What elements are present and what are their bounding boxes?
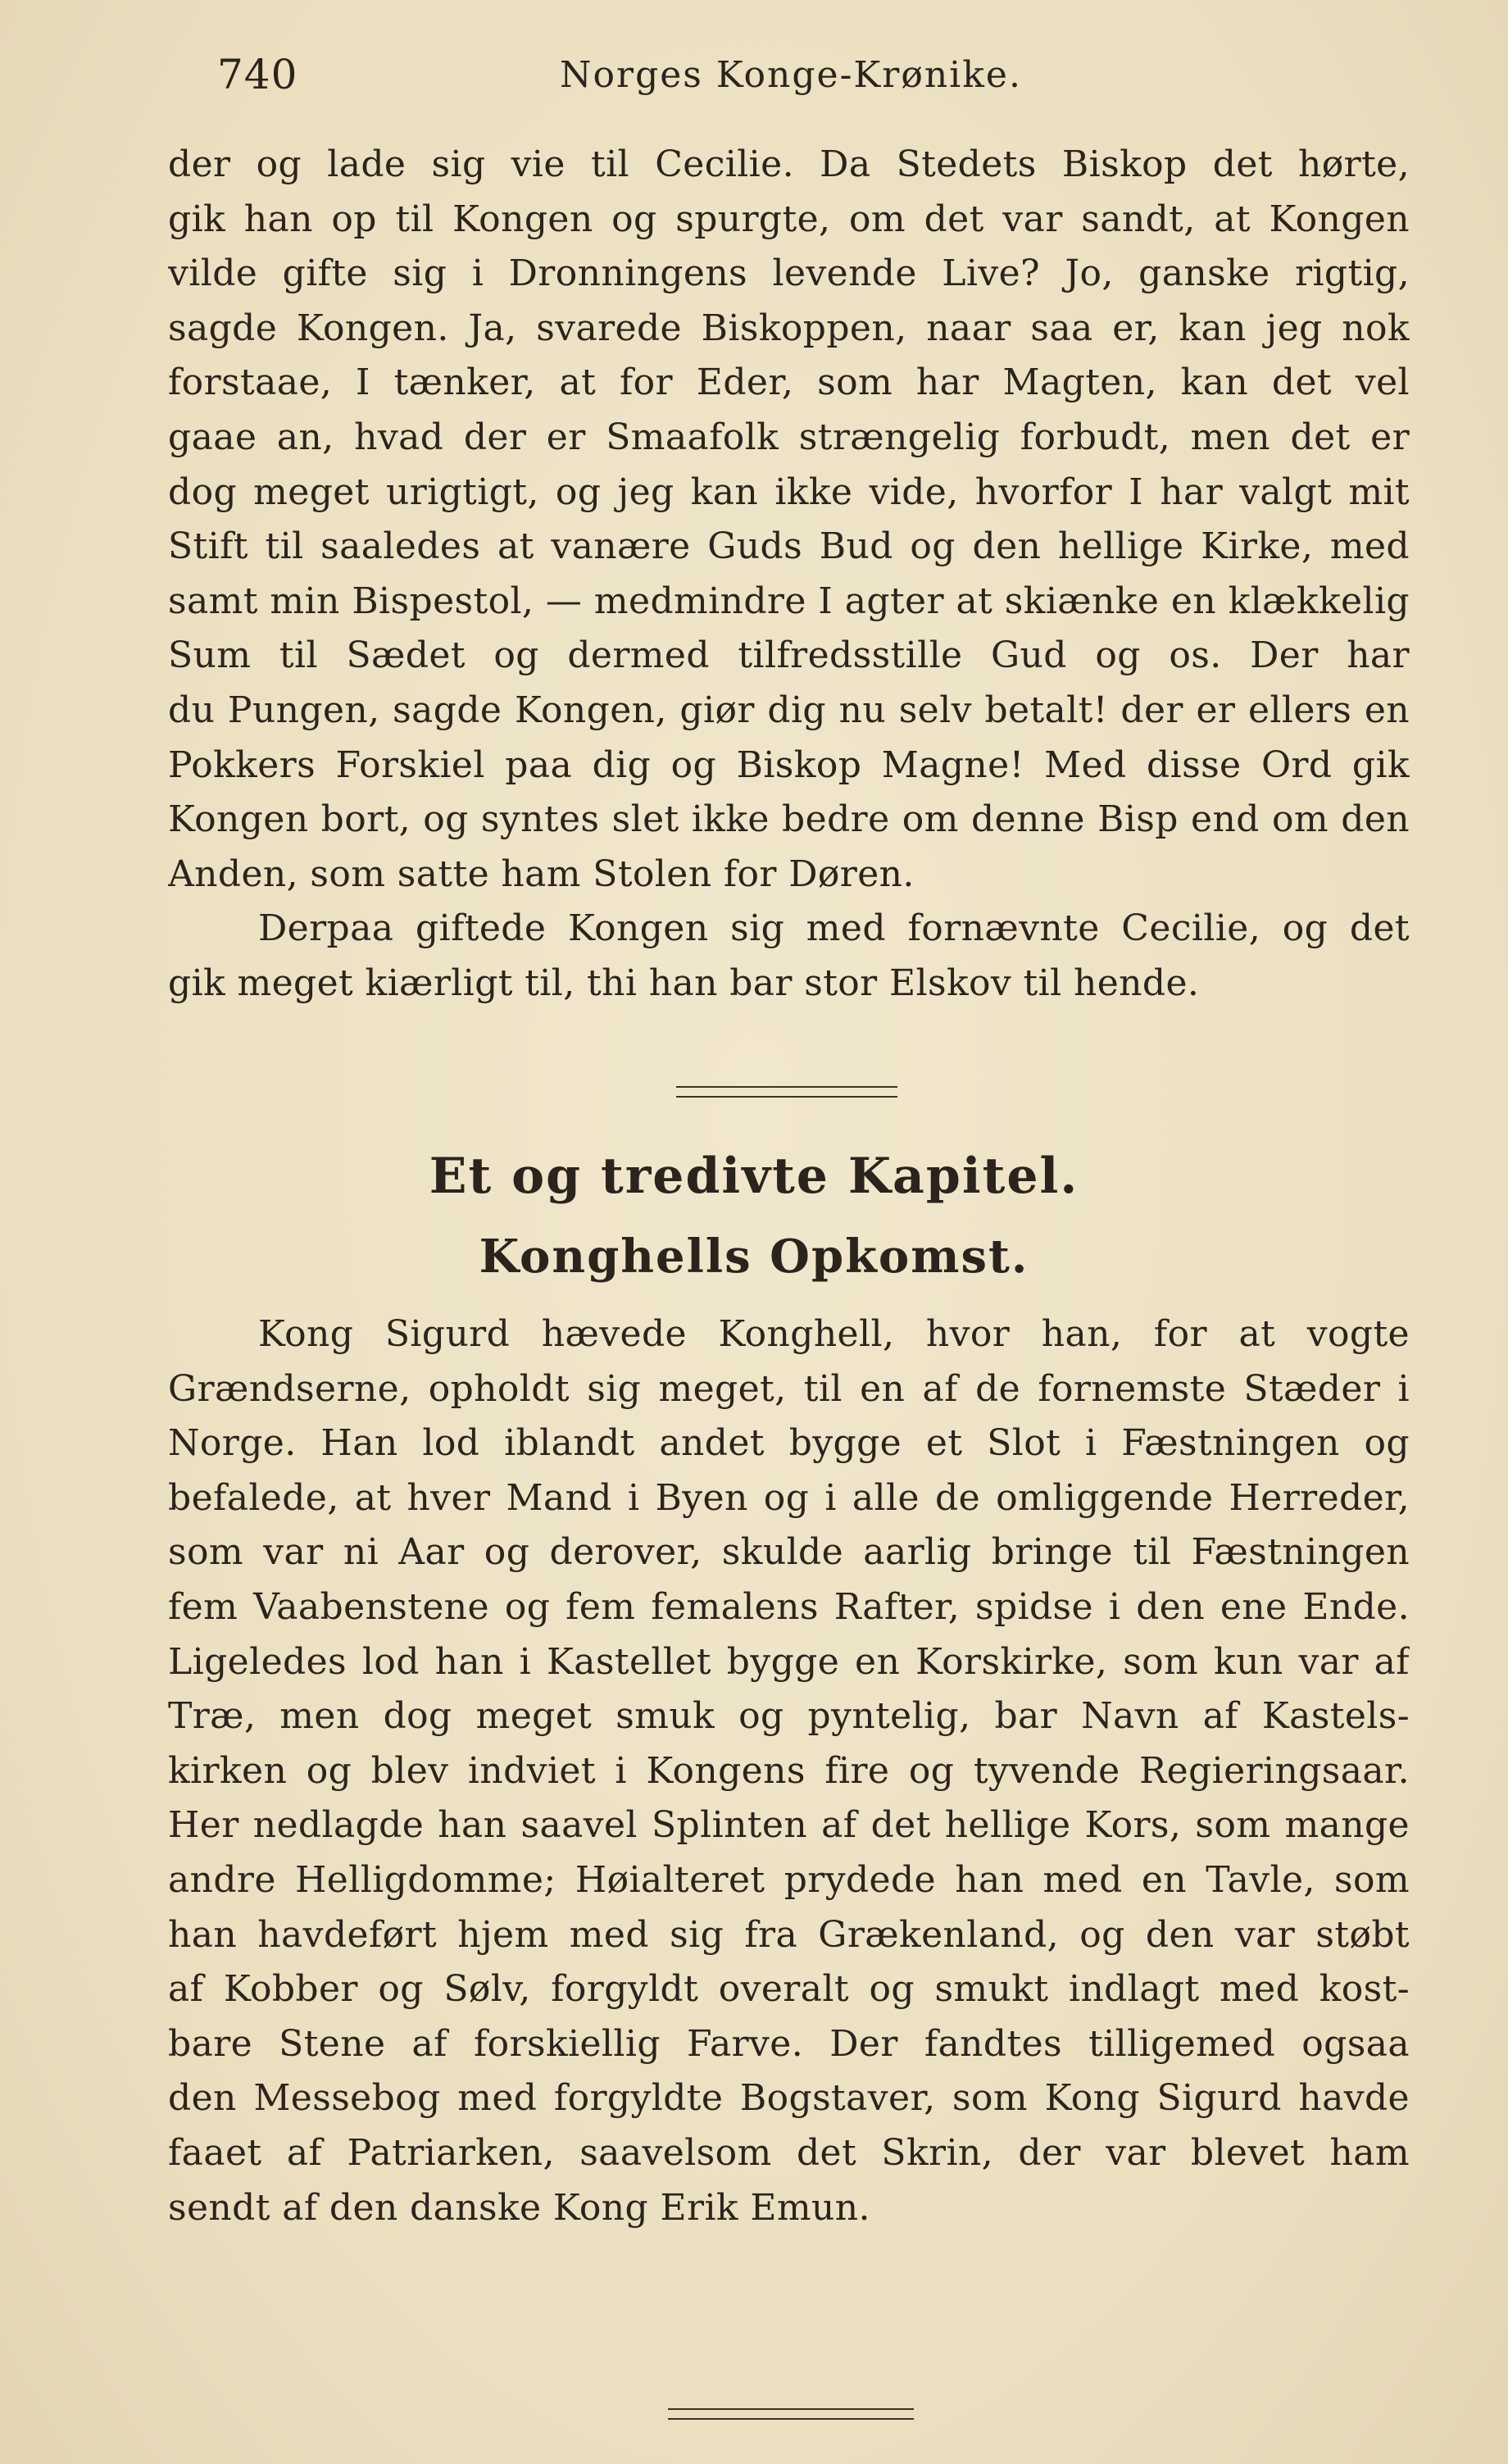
page-number: 740 [217,51,298,98]
text-block-1 [168,138,1410,1012]
text-line: andre Helligdomme; Høialteret prydede han med en Tavle, som [168,1858,1410,1901]
text-line: Stift til saaledes at vanære Guds Bud og den hellige Kirke, med [168,525,1410,568]
chapter-title: Et og tredivte Kapitel. [429,1148,1079,1205]
text-line: befalede, at hver Mand i Byen og i alle de omliggende Herreder, [168,1476,1410,1519]
text-line: Norge. Han lod iblandt andet bygge et Slot i Fæstningen og [168,1422,1410,1465]
text-line: gaae an, hvad der er Smaafolk strængelig forbudt, men det er [168,416,1410,458]
text-line: han havdeført hjem med sig fra Grækenland, og den var støbt [168,1913,1410,1956]
text-line: samt min Bispestol, — medmindre I agter at skiænke en klækkelig [168,580,1410,622]
text-line: kirken og blev indviet i Kongens fire og tyvende Regieringsaar. [168,1749,1410,1792]
page-header [168,51,1414,108]
text-line: gik han op til Kongen og spurgte, om det var sandt, at Kongen [168,198,1410,240]
text-line: fem Vaabenstene og fem femalens Rafter, spidse i den ene Ende. [168,1585,1410,1628]
section-divider [676,1086,897,1098]
text-line: Her nedlagde han saavel Splinten af det hellige Kors, som mange [168,1804,1410,1847]
chapter-subtitle: Konghells Opkomst. [479,1230,1029,1284]
text-line: du Pungen, sagde Kongen, giør dig nu selv betalt! der er ellers en [168,689,1410,731]
text-line: Derpaa giftede Kongen sig med fornævnte Cecilie, og det [258,907,1410,950]
text-line: dog meget urigtigt, og jeg kan ikke vide, hvorfor I har valgt mit [168,471,1410,513]
running-head: Norges Konge-Krønike. [560,54,1022,96]
text-line: Ligeledes lod han i Kastellet bygge en Korskirke, som kun var af [168,1640,1410,1683]
text-line: sagde Kongen. Ja, svarede Biskoppen, naar saa er, kan jeg nok [168,307,1410,349]
text-line: af Kobber og Sølv, forgyldt overalt og smukt indlagt med kost- [168,1968,1410,2011]
text-line: gik meget kiærligt til, thi han bar stor Elskov til hende. [168,962,1200,1004]
text-line: som var ni Aar og derover, skulde aarlig bringe til Fæstningen [168,1531,1410,1574]
text-line: forstaae, I tænker, at for Eder, som har Magten, kan det vel [168,361,1410,404]
text-line: Pokkers Forskiel paa dig og Biskop Magne! Med disse Ord gik [168,743,1410,786]
end-divider [668,2408,914,2420]
text-line: Træ, men dog meget smuk og pyntelig, bar Navn af Kastels- [168,1695,1410,1738]
text-line: Kong Sigurd hævede Konghell, hvor han, for at vogte [258,1313,1410,1355]
text-line: vilde gifte sig i Dronningens levende Live? Jo, ganske rigtig, [168,252,1410,295]
text-line: bare Stene af forskiellig Farve. Der fandtes tilligemed ogsaa [168,2022,1410,2065]
text-line: Kongen bort, og syntes slet ikke bedre om denne Bisp end om den [168,798,1410,841]
text-line: Grændserne, opholdt sig meget, til en af de fornemste Stæder i [168,1367,1410,1410]
text-line: den Messebog med forgyldte Bogstaver, som Kong Sigurd havde [168,2077,1410,2120]
text-line: der og lade sig vie til Cecilie. Da Stedets Biskop det hørte, [168,143,1410,185]
text-line: faaet af Patriarken, saavelsom det Skrin, der var blevet ham [168,2131,1410,2174]
text-line: sendt af den danske Kong Erik Emun. [168,2186,870,2229]
text-block-2 [168,1307,1410,2235]
text-line: Sum til Sædet og dermed tilfredsstille Gud og os. Der har [168,634,1410,677]
text-line: Anden, som satte ham Stolen for Døren. [168,852,915,895]
